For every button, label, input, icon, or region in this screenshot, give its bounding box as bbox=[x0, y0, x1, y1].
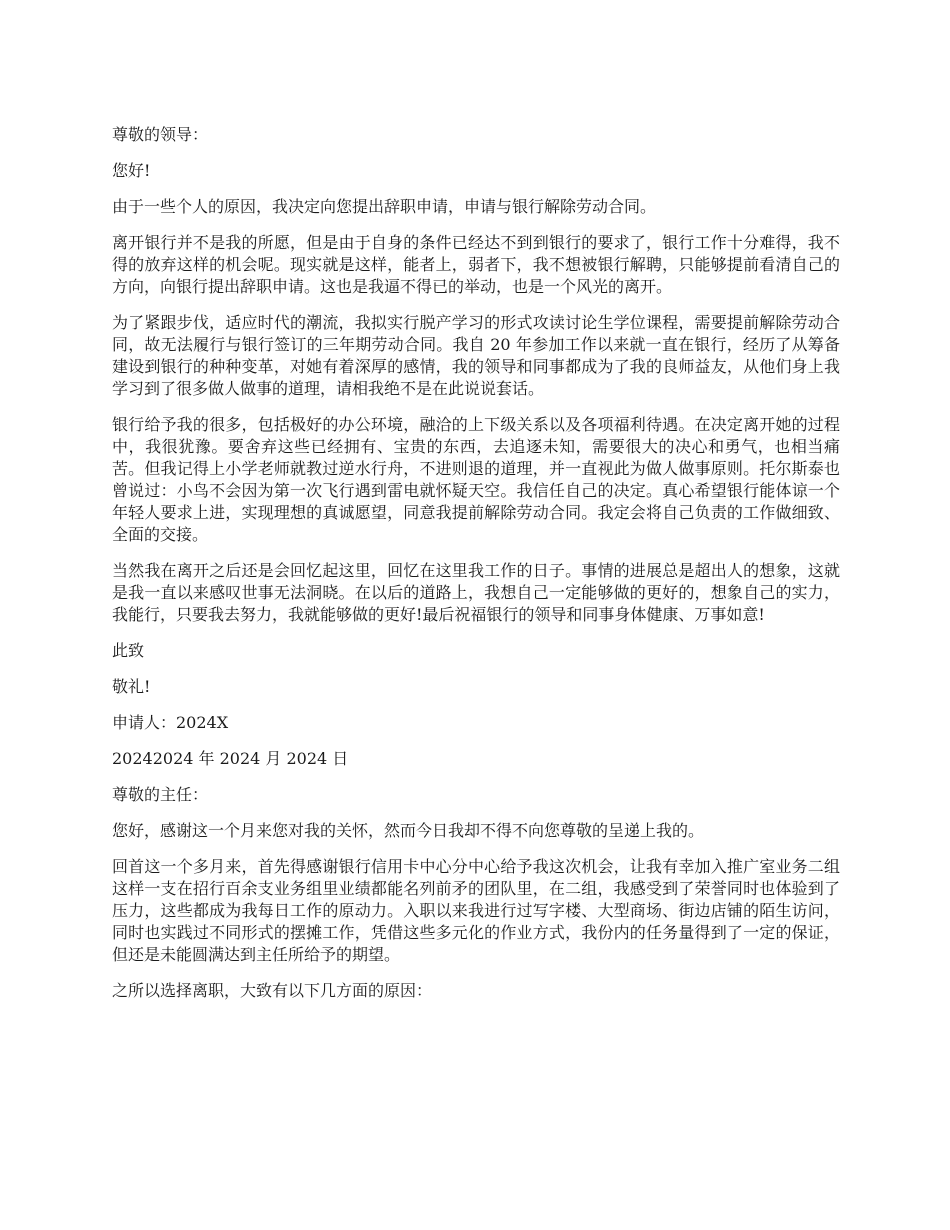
greeting: 您好! bbox=[112, 161, 151, 180]
body-paragraph: 由于一些个人的原因，我决定向您提出辞职申请，申请与银行解除劳动合同。 bbox=[112, 197, 657, 216]
applicant-line: 申请人：2024X bbox=[112, 713, 229, 732]
body-paragraph: 之所以选择离职，大致有以下几方面的原因： bbox=[112, 981, 433, 1000]
document-page bbox=[112, 124, 840, 1016]
body-paragraph: 银行给予我的很多，包括极好的办公环境，融洽的上下级关系以及各项福利待遇。在决定离开她的过程中，我很犹豫。要舍弃这些已经拥有、宝贵的东西，去追逐未知，需要很大的决心和勇气，也相当痛苦。但我记得上小学老师就教过逆水行舟，不进则退的道理，并一直视此为做人做事原则。托尔斯泰也曾说过：小鸟不会因为第一次飞行遇到雷电就怀疑天空。我信任自己的决定。真心希望银行能体谅一个年轻人要求上进，实现理想的真诚愿望，同意我提前解除劳动合同。我定会将自己负责的工作做细致、全面的交接。 bbox=[112, 415, 840, 544]
body-paragraph: 离开银行并不是我的所愿，但是由于自身的条件已经达不到到银行的要求了，银行工作十分难得，我不得的放弃这样的机会呢。现实就是这样，能者上，弱者下，我不想被银行解聘，只能够提前看清自己的方向，向银行提出辞职申请。这也是我逼不得已的举动，也是一个风光的离开。 bbox=[112, 233, 840, 296]
body-paragraph: 回首这一个多月来，首先得感谢银行信用卡中心分中心给予我这次机会，让我有幸加入推广室业务二组这样一支在招行百余支业务组里业绩都能名列前矛的团队里，在二组，我感受到了荣誉同时也体验到了压力，这些都成为我每日工作的原动力。入职以来我进行过写字楼、大型商场、街边店铺的陌生访问，同时也实践过不同形式的摆摊工作，凭借这些多元化的作业方式，我份内的任务量得到了一定的保证，但还是未能圆满达到主任所给予的期望。 bbox=[112, 857, 840, 964]
body-paragraph: 当然我在离开之后还是会回忆起这里，回忆在这里我工作的日子。事情的进展总是超出人的想象，这就是我一直以来感叹世事无法洞晓。在以后的道路上，我想自己一定能够做的更好的，想象自己的实力，我能行，只要我去努力，我就能够做的更好!最后祝福银行的领导和同事身体健康、万事如意! bbox=[112, 561, 840, 624]
date-line: 20242024 年 2024 月 2024 日 bbox=[112, 749, 349, 768]
body-paragraph: 为了紧跟步伐，适应时代的潮流，我拟实行脱产学习的形式攻读讨论生学位课程，需要提前解除劳动合同，故无法履行与银行签订的三年期劳动合同。我自 20 年参加工作以来就一直在银行，经历了从筹备建设到银行的种种变革，对她有着深厚的感情，我的领导和同事都成为了我的良师益友，从他们身上我学习到了很多做人做事的道理，请相我绝不是在此说说套话。 bbox=[112, 313, 840, 398]
salutation: 尊敬的主任： bbox=[112, 785, 209, 804]
salutation: 尊敬的领导： bbox=[112, 125, 209, 144]
closing: 此致 bbox=[112, 641, 145, 660]
closing-salute: 敬礼! bbox=[112, 677, 151, 696]
greeting: 您好，感谢这一个月来您对我的关怀，然而今日我却不得不向您尊敬的呈递上我的。 bbox=[112, 821, 705, 840]
